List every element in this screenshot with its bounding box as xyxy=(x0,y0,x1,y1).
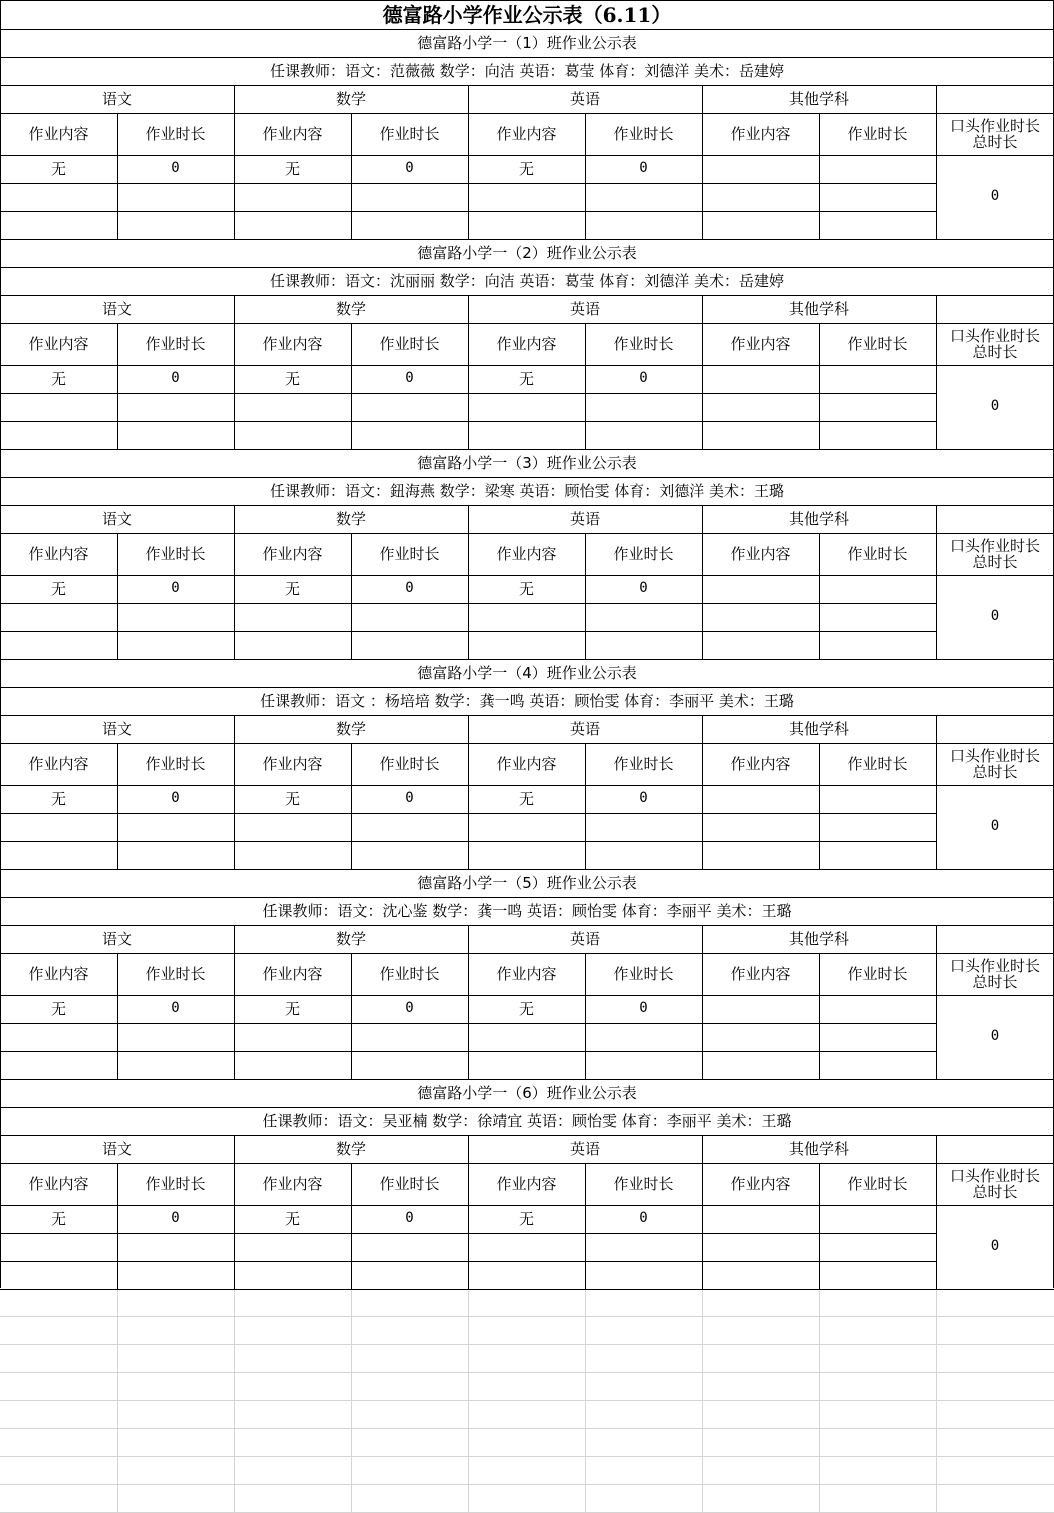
table-cell xyxy=(702,1051,819,1079)
table-cell xyxy=(468,211,585,239)
content-column-header: 作业内容 xyxy=(262,544,323,563)
table-cell xyxy=(819,1023,936,1051)
table-cell: 0 xyxy=(405,160,414,177)
table-cell xyxy=(819,603,936,631)
duration-column-header: 作业时长 xyxy=(379,544,440,563)
table-cell xyxy=(702,631,819,659)
table-cell: 无 xyxy=(518,159,534,178)
duration-column-header: 作业时长 xyxy=(847,544,908,563)
oral-total-header-text: 总时长 xyxy=(972,973,1018,991)
oral-total-value: 0 xyxy=(990,1238,1000,1255)
table-cell xyxy=(819,1051,936,1079)
table-cell xyxy=(819,1233,936,1261)
table-cell: 无 xyxy=(50,579,66,598)
table-cell xyxy=(702,155,819,183)
teacher-list: 任课教师：语文：沈丽丽 数学：向洁 英语：葛莹 体育：刘德洋 美术：岳建婷 xyxy=(269,271,785,290)
class-heading: 德富路小学一（2）班作业公示表 xyxy=(417,243,637,262)
table-cell xyxy=(0,1261,117,1289)
table-cell xyxy=(585,421,702,449)
table-cell xyxy=(117,841,234,869)
subject-other: 其他学科 xyxy=(788,929,849,948)
subject-math: 数学 xyxy=(335,89,366,108)
table-cell xyxy=(234,631,351,659)
class-heading: 德富路小学一（3）班作业公示表 xyxy=(417,453,637,472)
table-cell xyxy=(351,1233,468,1261)
table-cell xyxy=(702,995,819,1023)
table-cell: 0 xyxy=(639,790,648,807)
page-title: 德富路小学作业公示表（6.11） xyxy=(382,2,672,27)
duration-column-header: 作业时长 xyxy=(379,334,440,353)
table-cell xyxy=(117,393,234,421)
table-cell xyxy=(819,575,936,603)
content-column-header: 作业内容 xyxy=(28,544,89,563)
table-cell xyxy=(702,421,819,449)
content-column-header: 作业内容 xyxy=(28,124,89,143)
table-cell xyxy=(351,1051,468,1079)
oral-total-value: 0 xyxy=(990,1028,1000,1045)
table-cell xyxy=(234,183,351,211)
subject-math: 数学 xyxy=(335,1139,366,1158)
content-column-header: 作业内容 xyxy=(730,334,791,353)
table-cell xyxy=(468,421,585,449)
table-cell xyxy=(351,183,468,211)
oral-total-header-text: 口头作业时长 xyxy=(949,746,1040,765)
table-cell xyxy=(702,1261,819,1289)
subject-other: 其他学科 xyxy=(788,719,849,738)
table-cell xyxy=(234,813,351,841)
table-cell: 无 xyxy=(284,369,300,388)
table-cell xyxy=(585,1023,702,1051)
oral-total-header-text: 总时长 xyxy=(972,1183,1018,1201)
oral-total-header-text: 总时长 xyxy=(972,343,1018,361)
duration-column-header: 作业时长 xyxy=(379,754,440,773)
table-cell xyxy=(468,603,585,631)
table-cell: 0 xyxy=(639,160,648,177)
content-column-header: 作业内容 xyxy=(262,754,323,773)
grid-line xyxy=(702,1288,703,1513)
table-cell: 0 xyxy=(405,370,414,387)
table-cell xyxy=(702,785,819,813)
table-cell xyxy=(234,393,351,421)
table-cell xyxy=(468,1023,585,1051)
duration-column-header: 作业时长 xyxy=(613,334,674,353)
table-cell: 0 xyxy=(405,580,414,597)
duration-column-header: 作业时长 xyxy=(613,964,674,983)
oral-total-header-text: 口头作业时长 xyxy=(949,326,1040,345)
table-cell xyxy=(702,183,819,211)
duration-column-header: 作业时长 xyxy=(847,124,908,143)
class-heading: 德富路小学一（5）班作业公示表 xyxy=(417,873,637,892)
table-cell xyxy=(468,1051,585,1079)
duration-column-header: 作业时长 xyxy=(613,754,674,773)
table-cell xyxy=(585,603,702,631)
oral-total-header-text: 总时长 xyxy=(972,763,1018,781)
table-cell: 0 xyxy=(639,370,648,387)
table-cell xyxy=(585,841,702,869)
table-cell xyxy=(468,1233,585,1261)
table-cell xyxy=(702,1233,819,1261)
table-cell xyxy=(819,211,936,239)
table-cell xyxy=(819,841,936,869)
table-cell xyxy=(0,841,117,869)
content-column-header: 作业内容 xyxy=(496,1174,557,1193)
grid-line xyxy=(936,1288,937,1513)
table-cell xyxy=(702,813,819,841)
table-cell xyxy=(585,183,702,211)
grid-line xyxy=(0,1456,1054,1457)
table-cell: 0 xyxy=(171,1210,180,1227)
table-cell xyxy=(702,393,819,421)
grid-line xyxy=(585,1288,586,1513)
table-cell: 无 xyxy=(50,1209,66,1228)
content-column-header: 作业内容 xyxy=(28,334,89,353)
oral-total-value: 0 xyxy=(990,818,1000,835)
table-cell xyxy=(234,1233,351,1261)
teacher-list: 任课教师：语文：沈心鉴 数学：龚一鸣 英语：顾怡雯 体育：李丽平 美术：王璐 xyxy=(262,901,792,920)
table-cell xyxy=(585,1233,702,1261)
duration-column-header: 作业时长 xyxy=(379,1174,440,1193)
oral-total-header xyxy=(936,1163,1054,1205)
oral-total-value: 0 xyxy=(990,188,1000,205)
table-cell: 0 xyxy=(639,1000,648,1017)
subject-english: 英语 xyxy=(569,929,600,948)
subject-other: 其他学科 xyxy=(788,299,849,318)
subject-math: 数学 xyxy=(335,719,366,738)
grid-line xyxy=(468,1288,469,1513)
table-cell xyxy=(702,575,819,603)
content-column-header: 作业内容 xyxy=(730,964,791,983)
oral-total-header-text: 口头作业时长 xyxy=(949,956,1040,975)
content-column-header: 作业内容 xyxy=(730,754,791,773)
table-cell: 0 xyxy=(171,580,180,597)
table-cell xyxy=(0,813,117,841)
table-cell xyxy=(117,631,234,659)
table-cell xyxy=(702,841,819,869)
grid-line xyxy=(0,1428,1054,1429)
teacher-list: 任课教师：语文 ：杨培培 数学：龚一鸣 英语：顾怡雯 体育：李丽平 美术：王璐 xyxy=(260,691,794,710)
table-cell xyxy=(702,603,819,631)
table-cell xyxy=(0,1051,117,1079)
table-cell: 无 xyxy=(50,999,66,1018)
duration-column-header: 作业时长 xyxy=(145,544,206,563)
content-column-header: 作业内容 xyxy=(730,1174,791,1193)
duration-column-header: 作业时长 xyxy=(613,1174,674,1193)
table-cell xyxy=(234,841,351,869)
table-cell xyxy=(0,631,117,659)
table-cell xyxy=(702,365,819,393)
table-cell xyxy=(351,813,468,841)
duration-column-header: 作业时长 xyxy=(613,544,674,563)
table-cell xyxy=(351,421,468,449)
table-cell xyxy=(234,1051,351,1079)
table-cell: 无 xyxy=(284,1209,300,1228)
table-cell xyxy=(468,393,585,421)
table-cell xyxy=(702,1023,819,1051)
table-cell xyxy=(117,813,234,841)
content-column-header: 作业内容 xyxy=(730,124,791,143)
table-border xyxy=(0,0,1054,1)
table-border xyxy=(0,1289,1054,1290)
oral-total-value: 0 xyxy=(990,608,1000,625)
table-cell: 0 xyxy=(171,370,180,387)
grid-line xyxy=(0,1316,1054,1317)
class-heading: 德富路小学一（1）班作业公示表 xyxy=(417,33,637,52)
table-cell xyxy=(819,1205,936,1233)
table-cell xyxy=(819,995,936,1023)
table-cell xyxy=(819,1261,936,1289)
content-column-header: 作业内容 xyxy=(28,964,89,983)
table-cell xyxy=(0,1023,117,1051)
subject-math: 数学 xyxy=(335,929,366,948)
subject-math: 数学 xyxy=(335,299,366,318)
table-cell xyxy=(351,393,468,421)
subject-other: 其他学科 xyxy=(788,89,849,108)
duration-column-header: 作业时长 xyxy=(847,964,908,983)
table-cell: 0 xyxy=(171,160,180,177)
oral-total-header xyxy=(936,533,1054,575)
table-cell xyxy=(117,603,234,631)
table-cell xyxy=(0,183,117,211)
table-cell xyxy=(117,183,234,211)
table-cell: 无 xyxy=(284,999,300,1018)
table-cell xyxy=(468,183,585,211)
oral-total-header xyxy=(936,113,1054,155)
subject-english: 英语 xyxy=(569,719,600,738)
table-cell: 无 xyxy=(518,579,534,598)
subject-chinese: 语文 xyxy=(101,89,132,108)
duration-column-header: 作业时长 xyxy=(145,754,206,773)
content-column-header: 作业内容 xyxy=(496,544,557,563)
subject-math: 数学 xyxy=(335,509,366,528)
duration-column-header: 作业时长 xyxy=(847,754,908,773)
oral-total-header xyxy=(936,323,1054,365)
table-cell xyxy=(234,211,351,239)
table-cell xyxy=(702,211,819,239)
table-cell xyxy=(468,841,585,869)
grid-line xyxy=(0,1372,1054,1373)
content-column-header: 作业内容 xyxy=(262,334,323,353)
duration-column-header: 作业时长 xyxy=(613,124,674,143)
duration-column-header: 作业时长 xyxy=(847,334,908,353)
content-column-header: 作业内容 xyxy=(262,964,323,983)
table-cell: 无 xyxy=(284,789,300,808)
content-column-header: 作业内容 xyxy=(262,124,323,143)
table-cell xyxy=(117,1233,234,1261)
grid-line xyxy=(0,1344,1054,1345)
teacher-list: 任课教师：语文：吴亚楠 数学：徐靖宜 英语：顾怡雯 体育：李丽平 美术：王璐 xyxy=(262,1111,792,1130)
table-cell xyxy=(351,211,468,239)
table-cell: 0 xyxy=(639,1210,648,1227)
grid-line xyxy=(234,1288,235,1513)
oral-total-header-text: 口头作业时长 xyxy=(949,536,1040,555)
table-cell xyxy=(819,365,936,393)
table-cell: 无 xyxy=(518,999,534,1018)
table-cell xyxy=(0,603,117,631)
content-column-header: 作业内容 xyxy=(262,1174,323,1193)
oral-total-header-text: 口头作业时长 xyxy=(949,1166,1040,1185)
duration-column-header: 作业时长 xyxy=(145,334,206,353)
table-cell: 0 xyxy=(171,790,180,807)
table-cell xyxy=(585,813,702,841)
oral-total-header-text: 总时长 xyxy=(972,133,1018,151)
table-cell xyxy=(351,841,468,869)
table-cell xyxy=(585,1261,702,1289)
grid-line xyxy=(819,1288,820,1513)
table-cell: 无 xyxy=(284,579,300,598)
subject-other: 其他学科 xyxy=(788,509,849,528)
table-cell: 无 xyxy=(50,789,66,808)
table-cell xyxy=(819,421,936,449)
content-column-header: 作业内容 xyxy=(730,544,791,563)
table-cell xyxy=(117,1051,234,1079)
table-cell xyxy=(585,1051,702,1079)
table-cell xyxy=(234,1023,351,1051)
duration-column-header: 作业时长 xyxy=(145,1174,206,1193)
table-cell: 无 xyxy=(518,369,534,388)
class-heading: 德富路小学一（6）班作业公示表 xyxy=(417,1083,637,1102)
teacher-list: 任课教师：语文：范薇薇 数学：向洁 英语：葛莹 体育：刘德洋 美术：岳建婷 xyxy=(269,61,785,80)
oral-total-header xyxy=(936,743,1054,785)
empty-spreadsheet-grid xyxy=(0,1288,1054,1513)
table-cell xyxy=(585,211,702,239)
table-cell xyxy=(351,1023,468,1051)
subject-english: 英语 xyxy=(569,1139,600,1158)
grid-line xyxy=(0,1400,1054,1401)
table-cell xyxy=(585,393,702,421)
table-cell xyxy=(468,813,585,841)
table-cell: 无 xyxy=(50,369,66,388)
content-column-header: 作业内容 xyxy=(28,754,89,773)
content-column-header: 作业内容 xyxy=(496,964,557,983)
table-cell: 0 xyxy=(405,1210,414,1227)
table-cell xyxy=(117,211,234,239)
duration-column-header: 作业时长 xyxy=(847,1174,908,1193)
table-cell xyxy=(0,393,117,421)
subject-chinese: 语文 xyxy=(101,929,132,948)
table-cell: 0 xyxy=(405,1000,414,1017)
table-cell xyxy=(702,1205,819,1233)
table-cell: 0 xyxy=(405,790,414,807)
table-cell xyxy=(117,421,234,449)
table-cell: 无 xyxy=(518,1209,534,1228)
table-cell xyxy=(351,1261,468,1289)
table-cell xyxy=(468,631,585,659)
subject-english: 英语 xyxy=(569,89,600,108)
subject-chinese: 语文 xyxy=(101,299,132,318)
table-cell xyxy=(819,183,936,211)
table-cell xyxy=(585,631,702,659)
table-cell xyxy=(468,1261,585,1289)
duration-column-header: 作业时长 xyxy=(379,124,440,143)
table-cell xyxy=(351,603,468,631)
duration-column-header: 作业时长 xyxy=(145,964,206,983)
table-cell xyxy=(117,1261,234,1289)
subject-english: 英语 xyxy=(569,299,600,318)
table-cell: 0 xyxy=(171,1000,180,1017)
subject-chinese: 语文 xyxy=(101,719,132,738)
table-cell xyxy=(234,1261,351,1289)
subject-chinese: 语文 xyxy=(101,1139,132,1158)
table-cell xyxy=(0,211,117,239)
table-cell xyxy=(819,813,936,841)
table-cell xyxy=(0,421,117,449)
duration-column-header: 作业时长 xyxy=(145,124,206,143)
oral-total-header-text: 总时长 xyxy=(972,553,1018,571)
oral-total-value: 0 xyxy=(990,398,1000,415)
table-cell xyxy=(0,1233,117,1261)
grid-line xyxy=(117,1288,118,1513)
subject-chinese: 语文 xyxy=(101,509,132,528)
subject-other: 其他学科 xyxy=(788,1139,849,1158)
table-cell xyxy=(819,393,936,421)
teacher-list: 任课教师：语文：鈕海燕 数学：梁寒 英语：顾怡雯 体育：刘德洋 美术：王璐 xyxy=(269,481,785,500)
table-cell xyxy=(819,785,936,813)
content-column-header: 作业内容 xyxy=(496,754,557,773)
subject-english: 英语 xyxy=(569,509,600,528)
content-column-header: 作业内容 xyxy=(28,1174,89,1193)
oral-total-header xyxy=(936,953,1054,995)
table-cell xyxy=(819,155,936,183)
duration-column-header: 作业时长 xyxy=(379,964,440,983)
table-cell xyxy=(351,631,468,659)
table-cell: 无 xyxy=(518,789,534,808)
table-cell xyxy=(117,1023,234,1051)
table-cell xyxy=(819,631,936,659)
table-cell: 无 xyxy=(284,159,300,178)
table-cell xyxy=(234,421,351,449)
grid-line xyxy=(351,1288,352,1513)
content-column-header: 作业内容 xyxy=(496,124,557,143)
oral-total-header-text: 口头作业时长 xyxy=(949,116,1040,135)
class-heading: 德富路小学一（4）班作业公示表 xyxy=(417,663,637,682)
grid-line xyxy=(0,1484,1054,1485)
table-cell: 0 xyxy=(639,580,648,597)
table-cell: 无 xyxy=(50,159,66,178)
content-column-header: 作业内容 xyxy=(496,334,557,353)
table-cell xyxy=(234,603,351,631)
